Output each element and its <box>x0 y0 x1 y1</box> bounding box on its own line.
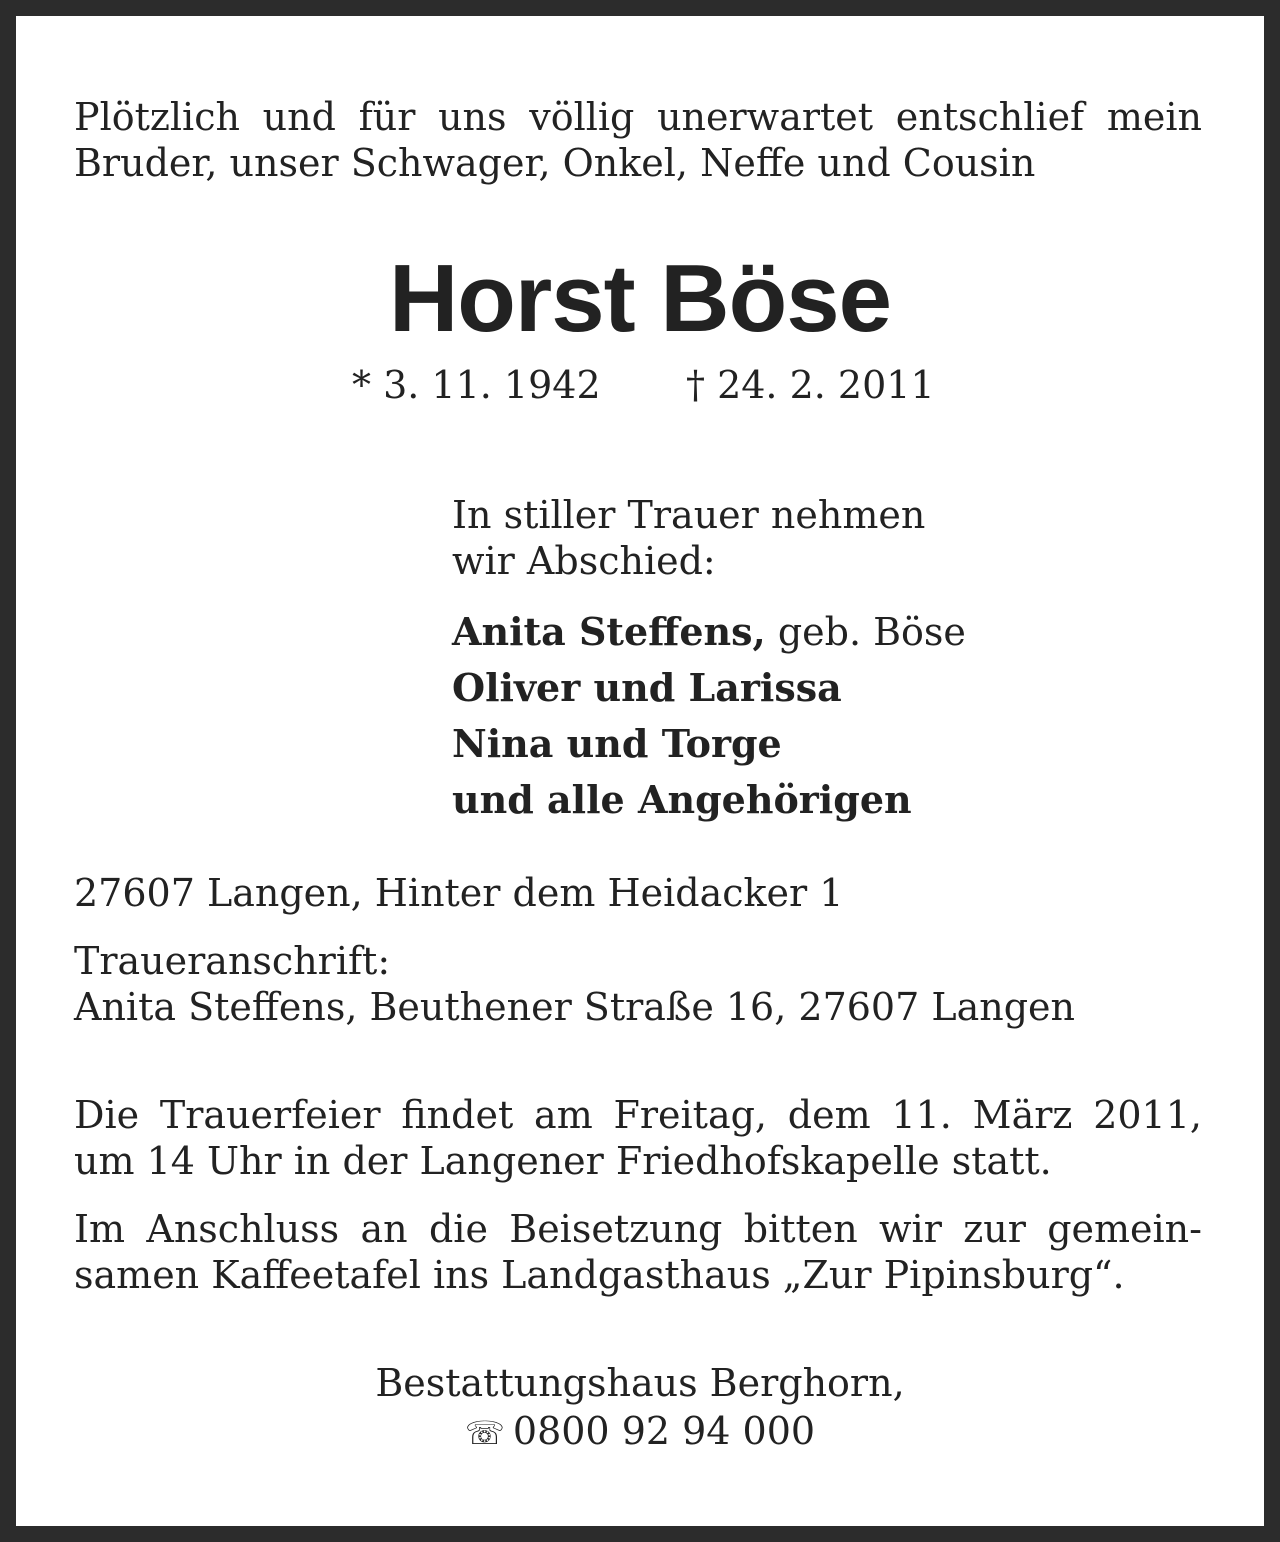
intro-line-2: Bruder, unser Schwager, Onkel, Neffe und Cousin <box>74 141 1036 185</box>
signers-list <box>452 604 966 828</box>
mourning-address-block <box>74 938 1075 1030</box>
signer-4-name: und alle Angehörigen <box>452 777 912 822</box>
undertaker-phone-line <box>16 1408 1264 1456</box>
signer-1-suffix: geb. Böse <box>765 610 966 654</box>
signer-3 <box>452 716 966 772</box>
signer-1-name: Anita Steffens, <box>452 609 766 654</box>
mourning-line-1: In stiller Trauer nehmen <box>452 493 926 537</box>
mourning-address-label: Traueranschrift: <box>74 939 391 983</box>
mourning-line-2: wir Abschied: <box>452 539 716 583</box>
reception-line-1: Im Anschluss an die Beisetzung bitten wir zur gemein- <box>74 1207 1202 1251</box>
signer-3-name: Nina und Torge <box>452 721 782 766</box>
undertaker-phone: 0800 92 94 000 <box>512 1409 816 1453</box>
funeral-line-1: Die Trauerfeier findet am Freitag, dem 11. März 2011, <box>74 1093 1202 1137</box>
intro-paragraph <box>74 94 1202 186</box>
intro-line-1: Plötzlich und für uns völlig unerwartet entschlief mein <box>74 95 1202 139</box>
signer-2 <box>452 660 966 716</box>
home-address: 27607 Langen, Hinter dem Heidacker 1 <box>74 871 844 915</box>
signer-1 <box>452 604 966 660</box>
mourning-address: Anita Steffens, Beuthener Straße 16, 27607 Langen <box>74 985 1076 1029</box>
funeral-line-2: um 14 Uhr in der Langener Friedhofskapelle statt. <box>74 1139 1052 1183</box>
birth-date: * 3. 11. 1942 <box>352 363 601 407</box>
signer-2-name: Oliver und Larissa <box>452 665 842 710</box>
funeral-paragraph <box>74 1092 1202 1184</box>
undertaker-name: Bestattungshaus Berghorn, <box>375 1361 905 1405</box>
mourning-statement <box>452 492 925 584</box>
telephone-icon: ☏ <box>464 1414 505 1452</box>
deceased-name: Horst Böse <box>388 245 892 352</box>
reception-line-2: samen Kaffeetafel ins Landgasthaus „Zur Pipinsburg“. <box>74 1253 1125 1297</box>
reception-paragraph <box>74 1206 1202 1298</box>
signer-4 <box>452 772 966 828</box>
death-date: † 24. 2. 2011 <box>686 363 935 407</box>
